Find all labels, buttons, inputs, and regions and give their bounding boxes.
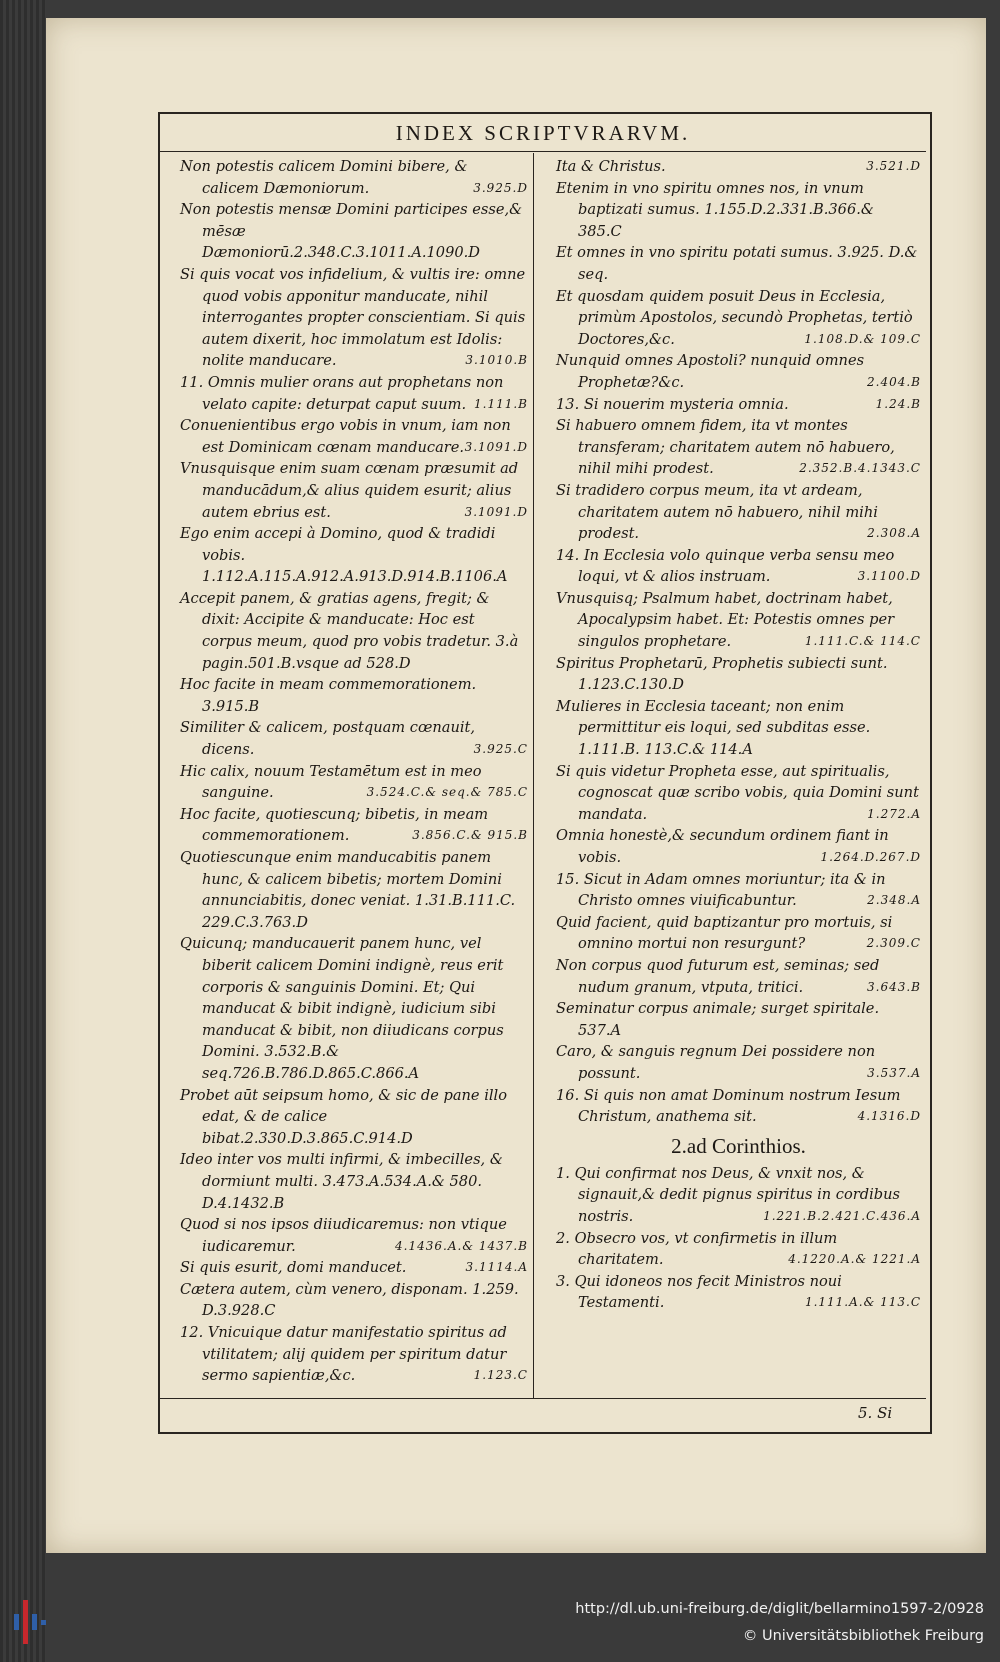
- index-entry: [180, 199, 528, 264]
- index-entry: [180, 1279, 528, 1322]
- index-entry: [556, 998, 921, 1041]
- entry-text: 3. Qui idoneos nos fecit Ministros noui Testamenti.: [556, 1272, 842, 1312]
- index-entry: [180, 264, 528, 372]
- entry-text: Non potestis mensæ Domini participes esse,& mēsæ Dæmoniorū.2.348.C.3.1011.A.1090.D: [180, 201, 523, 262]
- entry-text: Similiter & calicem, postquam cœnauit, dicens.: [180, 719, 476, 759]
- index-entry: [556, 156, 921, 178]
- entry-reference: 1.111.C.& 114.C: [804, 634, 921, 649]
- index-entry: [556, 1228, 921, 1271]
- entry-text: Si quis videtur Propheta esse, aut spiritualis, cognoscat quæ scribo vobis, quia Domini sunt mandata.: [556, 762, 919, 823]
- entry-text: Conuenientibus ergo vobis in vnum, iam non est Dominicam cœnam manducare.: [180, 417, 511, 456]
- index-entry: [556, 394, 921, 416]
- index-entry: [180, 804, 528, 847]
- index-entry: [556, 955, 921, 998]
- index-entry: [556, 696, 921, 761]
- index-entry: [180, 458, 528, 523]
- entry-text: Ita & Christus.: [556, 158, 666, 175]
- entry-text: Hoc facite in meam commemorationem. 3.915.B: [180, 676, 477, 715]
- index-entry: [556, 242, 921, 285]
- entry-text: Et omnes in vno spiritu potati sumus. 3.925. D.& seq.: [556, 244, 918, 283]
- entry-text: Nunquid omnes Apostoli? nunquid omnes Prophetæ?&c.: [556, 352, 865, 391]
- index-entry: [556, 1163, 921, 1228]
- entry-reference: 1.111.A.& 113.C: [804, 1295, 921, 1310]
- entry-text: Seminatur corpus animale; surget spiritale. 537.A: [556, 1000, 880, 1039]
- entry-text: Hoc facite, quotiescunq; bibetis, in meam commemorationem.: [180, 805, 489, 845]
- entry-reference: 4.1436.A.& 1437.B: [395, 1238, 528, 1253]
- index-entry: [556, 480, 921, 545]
- entry-reference: 1.24.B: [875, 396, 921, 411]
- library-logo-icon: [12, 1596, 48, 1648]
- entry-reference: 3.1091.D: [464, 504, 528, 519]
- entry-text: Et quosdam quidem posuit Deus in Ecclesia, primùm Apostolos, secundò Prophetas, tertiò Doctores,&c.: [556, 287, 913, 348]
- entry-reference: 2.352.B.4.1343.C: [799, 461, 921, 476]
- entry-text: 14. In Ecclesia volo quinque verba sensu meo loqui, vt & alios instruam.: [556, 546, 895, 586]
- entry-text: Si tradidero corpus meum, ita vt ardeam, charitatem autem nō habuero, nihil mihi prodest.: [556, 481, 878, 543]
- page-title: INDEX SCRIPTVRARVM.: [395, 121, 691, 145]
- entry-text: 11. Omnis mulier orans aut prophetans non velato capite: deturpat caput suum.: [180, 373, 504, 413]
- entry-text: 12. Vnicuique datur manifestatio spiritus ad vtilitatem; alij quidem per spiritum datur sermo sapientiæ,&c.: [180, 1324, 507, 1385]
- index-entry: [556, 545, 921, 588]
- right-column-entries: [556, 156, 921, 1128]
- copyright-notice: © Universitätsbibliothek Freiburg: [742, 1628, 984, 1644]
- column-divider: [533, 153, 534, 1398]
- index-entry: [180, 761, 528, 804]
- index-entry: [180, 717, 528, 760]
- index-entry: [180, 933, 528, 1084]
- entry-reference: 3.537.A: [867, 1065, 921, 1080]
- index-entry: [556, 912, 921, 955]
- entry-reference: 4.1220.A.& 1221.A: [788, 1252, 921, 1267]
- entry-text: Non potestis calicem Domini bibere, & calicem Dæmoniorum.: [180, 158, 468, 197]
- entry-reference: 1.108.D.& 109.C: [804, 331, 921, 346]
- entry-text: Cætera autem, cùm venero, disponam. 1.259. D.3.928.C: [180, 1280, 519, 1320]
- entry-text: 2. Obsecro vos, vt confirmetis in illum charitatem.: [556, 1229, 838, 1269]
- entry-reference: 3.643.B: [867, 979, 921, 994]
- entry-text: Si quis vocat vos infidelium, & vultis ire: omne quod vobis apponitur manducate, nihil interrogantes propter conscientiam. Si quis autem dixerit, hoc immolatum est Idolis: nolite manducare.: [180, 265, 526, 370]
- entry-reference: 2.309.C: [866, 936, 921, 951]
- index-entry: [556, 1041, 921, 1084]
- entry-reference: 3.1114.A: [465, 1260, 528, 1275]
- entry-text: Hic calix, nouum Testamētum est in meo sanguine.: [180, 762, 482, 802]
- entry-text: Caro, & sanguis regnum Dei possidere non possunt.: [556, 1043, 876, 1082]
- entry-reference: 1.221.B.2.421.C.436.A: [763, 1208, 921, 1223]
- entry-text: Quicunq; manducauerit panem hunc, vel biberit calicem Domini indignè, reus erit corporis & sanguinis Domini. Et; Qui manducat & bibit indignè, iudicium sibi manducat & bibit, non diiudicans corpus Domini. 3.532.B.& seq.726.B.786.D.865.C.866.A: [180, 935, 504, 1082]
- entry-reference: 3.524.C.& seq.& 785.C: [366, 785, 528, 800]
- source-url-link[interactable]: http://dl.ub.uni-freiburg.de/diglit/bellarmino1597-2/0928: [575, 1601, 984, 1617]
- entry-text: Quotiescunque enim manducabitis panem hunc, & calicem bibetis; mortem Domini annunciabitis, donec veniat. 1.31.B.111.C. 229.C.3.763.D: [180, 849, 516, 931]
- index-entry: [556, 761, 921, 826]
- index-entry: [180, 523, 528, 588]
- index-entry: [556, 825, 921, 868]
- entry-reference: 3.925.D: [473, 180, 528, 195]
- index-entry: [556, 1271, 921, 1314]
- entry-text: 15. Sicut in Adam omnes moriuntur; ita & in Christo omnes viuificabuntur.: [556, 870, 886, 910]
- entry-text: Mulieres in Ecclesia taceant; non enim permittitur eis loqui, sed subditas esse. 1.111.B. 113.C.& 114.A: [556, 697, 871, 759]
- entry-reference: 2.308.A: [867, 526, 921, 541]
- entry-text: Probet aūt seipsum homo, & sic de pane illo edat, & de calice bibat.2.330.D.3.865.C.914.D: [180, 1086, 507, 1147]
- section-heading: 2.ad Corinthios.: [671, 1133, 806, 1158]
- index-entry: [556, 869, 921, 912]
- index-entry: [556, 286, 921, 351]
- entry-reference: 1.272.A: [867, 806, 921, 821]
- entry-reference: 2.348.A: [867, 893, 921, 908]
- header-rule: [160, 151, 926, 152]
- catchword: 5. Si: [858, 1404, 893, 1422]
- entry-text: Ideo inter vos multi infirmi, & imbecilles, & dormiunt multi. 3.473.A.534.A.& 580. D.4.1432.B: [180, 1151, 503, 1212]
- index-entry: [180, 156, 528, 199]
- entry-text: 1. Qui confirmat nos Deus, & vnxit nos, & signauit,& dedit pignus spiritus in cordibus nostris.: [556, 1164, 900, 1225]
- index-entry: [180, 674, 528, 717]
- entry-reference: 1.111.B: [474, 396, 528, 411]
- entry-text: Spiritus Prophetarū, Prophetis subiecti sunt. 1.123.C.130.D: [556, 654, 888, 694]
- entry-text: Non corpus quod futurum est, seminas; sed nudum granum, vtputa, tritici.: [556, 956, 880, 996]
- entry-reference: 4.1316.D: [857, 1109, 921, 1124]
- entry-text: Omnia honestè,& secundum ordinem fiant in vobis.: [556, 827, 889, 866]
- entry-reference: 1.123.C: [473, 1368, 528, 1383]
- entry-reference: 3.856.C.& 915.B: [412, 828, 528, 843]
- entry-text: Si habuero omnem fidem, ita vt montes transferam; charitatem autem nō habuero, nihil mihi prodest.: [556, 417, 895, 478]
- index-entry: [180, 847, 528, 933]
- index-entry: [180, 1085, 528, 1150]
- book-binding: [0, 0, 46, 1662]
- index-entry: [556, 178, 921, 243]
- index-entry: [556, 350, 921, 393]
- entry-text: Si quis esurit, domi manducet.: [180, 1259, 407, 1277]
- entry-text: 16. Si quis non amat Dominum nostrum Iesum Christum, anathema sit.: [556, 1086, 901, 1126]
- index-entry: [180, 588, 528, 674]
- right-column-entries-2: [556, 1163, 921, 1314]
- entry-reference: 2.404.B: [867, 374, 921, 389]
- entry-text: Ego enim accepi à Domino, quod & tradidi vobis. 1.112.A.115.A.912.A.913.D.914.B.1106.A: [180, 525, 508, 586]
- index-entry: [180, 1322, 528, 1387]
- index-entry: [180, 372, 528, 415]
- entry-reference: 3.521.D: [866, 159, 921, 173]
- index-entry: [556, 415, 921, 480]
- entry-reference: 3.925.C: [473, 742, 528, 757]
- left-column: [180, 156, 528, 1396]
- index-entry: [556, 653, 921, 696]
- entry-text: Vnusquisque enim suam cœnam præsumit ad manducādum,& alius quidem esurit; alius autem ebrius est.: [180, 460, 519, 521]
- entry-text: 13. Si nouerim mysteria omnia.: [556, 395, 789, 413]
- entry-text: Quod si nos ipsos diiudicaremus: non vtique iudicaremur.: [180, 1216, 507, 1255]
- right-column: [556, 156, 921, 1396]
- entry-text: Accepit panem, & gratias agens, fregit; & dixit: Accipite & manducate: Hoc est corpus meum, quod pro vobis tradetur. 3.à pagin.501.B.vsque ad 528.D: [180, 589, 519, 672]
- index-entry: [556, 588, 921, 653]
- entry-reference: 3.1010.B: [465, 353, 528, 368]
- index-entry: [180, 1149, 528, 1214]
- entry-reference: 1.264.D.267.D: [820, 850, 921, 864]
- entry-reference: 3.1100.D: [857, 569, 921, 584]
- index-entry: [180, 1214, 528, 1257]
- index-entry: [180, 415, 528, 458]
- index-entry: [556, 1085, 921, 1128]
- entry-text: Vnusquisq; Psalmum habet, doctrinam habet, Apocalypsim habet. Et: Potestis omnes per singulos prophetare.: [556, 589, 895, 651]
- bottom-rule: [160, 1398, 926, 1399]
- index-entry: [180, 1257, 528, 1279]
- entry-text: Quid facient, quid baptizantur pro mortuis, si omnino mortui non resurgunt?: [556, 913, 893, 953]
- entry-text: Etenim in vno spiritu omnes nos, in vnum baptizati sumus. 1.155.D.2.331.B.366.& 385.C: [556, 179, 874, 240]
- entry-reference: 3.1091.D: [464, 439, 528, 454]
